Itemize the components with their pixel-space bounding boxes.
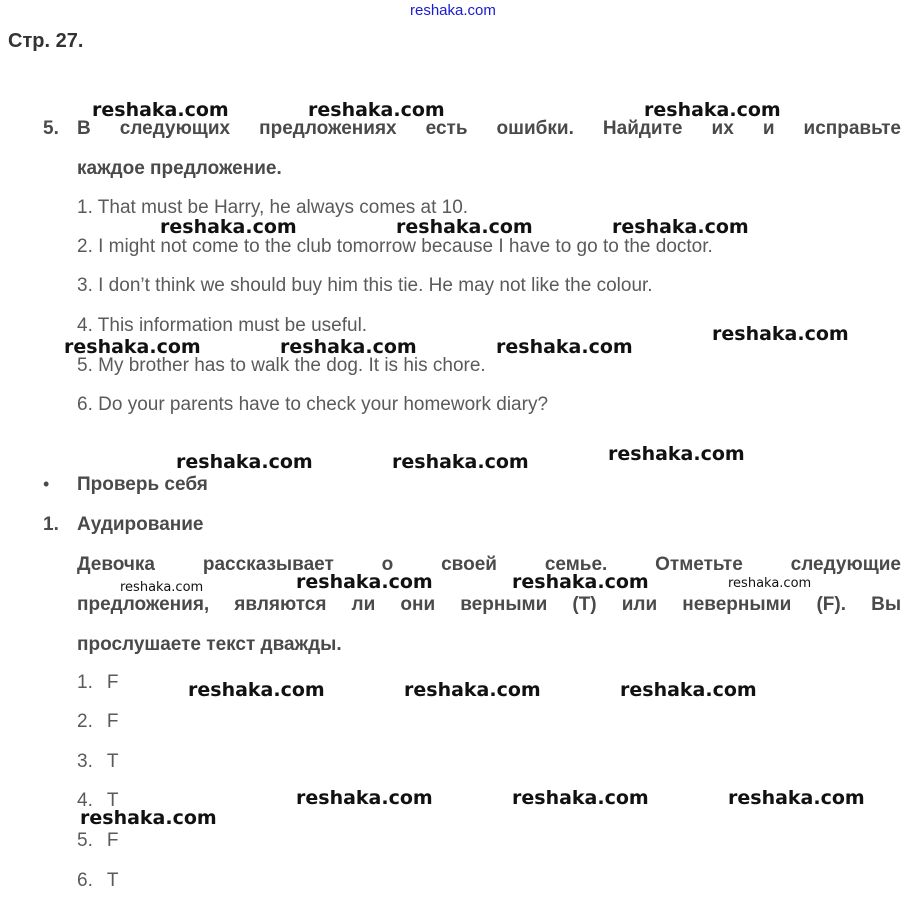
- watermark: reshaka.com: [80, 807, 217, 829]
- listening-number: 1.: [43, 514, 59, 535]
- watermark: reshaka.com: [188, 679, 325, 701]
- watermark: reshaka.com: [512, 787, 649, 809]
- watermark: reshaka.com: [728, 576, 812, 591]
- answer-value: T: [106, 870, 119, 891]
- listening-task-line3: прослушаете текст дважды.: [77, 634, 342, 655]
- watermark: reshaka.com: [396, 216, 533, 238]
- watermark: reshaka.com: [296, 787, 433, 809]
- watermark: reshaka.com: [612, 216, 749, 238]
- task-word: В: [77, 118, 91, 139]
- bullet-icon: •: [43, 474, 50, 494]
- exercise-task-line2: каждое предложение.: [77, 158, 282, 179]
- task-word: и: [762, 118, 775, 139]
- site-header: reshaka.com: [410, 2, 496, 19]
- task-word: предложениях: [259, 118, 397, 139]
- watermark: reshaka.com: [404, 679, 541, 701]
- sentence-4: 4. This information must be useful.: [77, 315, 368, 336]
- watermark: reshaka.com: [644, 99, 781, 121]
- answer-row-3: [77, 751, 118, 773]
- watermark: reshaka.com: [712, 323, 849, 345]
- watermark: reshaka.com: [296, 571, 433, 593]
- answer-value: F: [106, 672, 119, 693]
- task-word: предложения,: [77, 594, 210, 615]
- answer-row-2: [77, 711, 118, 733]
- listening-task-line2: [77, 594, 901, 616]
- task-word: своей: [441, 554, 497, 575]
- task-word: Найдите: [602, 118, 683, 139]
- task-word: или: [621, 594, 658, 615]
- answer-value: T: [106, 790, 119, 811]
- task-word: есть: [425, 118, 468, 139]
- watermark: reshaka.com: [308, 99, 445, 121]
- task-word: ли: [351, 594, 376, 615]
- watermark: reshaka.com: [496, 336, 633, 358]
- task-word: верными: [460, 594, 548, 615]
- task-word: следующие: [790, 554, 901, 575]
- section-title: Проверь себя: [77, 474, 208, 495]
- sentence-5: 5. My brother has to walk the dog. It is his chore.: [77, 355, 486, 376]
- answer-number: 5.: [77, 830, 93, 851]
- answer-number: 4.: [77, 790, 93, 811]
- answer-number: 6.: [77, 870, 93, 891]
- answer-value: F: [106, 830, 119, 851]
- watermark: reshaka.com: [620, 679, 757, 701]
- task-word: рассказывает: [202, 554, 334, 575]
- sentence-2: 2. I might not come to the club tomorrow because I have to go to the doctor.: [77, 236, 713, 257]
- task-word: семье.: [544, 554, 608, 575]
- watermark: reshaka.com: [512, 571, 649, 593]
- watermark: reshaka.com: [608, 443, 745, 465]
- sentence-6: 6. Do your parents have to check your homework diary?: [77, 394, 549, 415]
- task-word: следующих: [119, 118, 231, 139]
- task-word: Отметьте: [655, 554, 743, 575]
- answer-row-5: [77, 830, 118, 852]
- task-word: их: [711, 118, 734, 139]
- watermark: reshaka.com: [64, 336, 201, 358]
- task-word: исправьте: [803, 118, 901, 139]
- exercise-task-line1: [77, 118, 901, 140]
- task-word: являются: [234, 594, 327, 615]
- task-word: (T): [572, 594, 597, 615]
- watermark: reshaka.com: [160, 216, 297, 238]
- watermark: reshaka.com: [92, 99, 229, 121]
- answer-row-1: [77, 672, 118, 694]
- task-word: (F).: [816, 594, 846, 615]
- task-word: о: [381, 554, 394, 575]
- answer-number: 1.: [77, 672, 93, 693]
- task-word: Девочка: [77, 554, 156, 575]
- task-word: Вы: [871, 594, 902, 615]
- watermark: reshaka.com: [280, 336, 417, 358]
- task-word: они: [400, 594, 436, 615]
- answer-row-6: [77, 870, 118, 892]
- answer-number: 2.: [77, 711, 93, 732]
- answer-number: 3.: [77, 751, 93, 772]
- listening-title: Аудирование: [77, 514, 204, 535]
- answer-value: F: [106, 711, 119, 732]
- listening-task-line1: [77, 554, 901, 576]
- sentence-3: 3. I don’t think we should buy him this tie. He may not like the colour.: [77, 275, 653, 296]
- watermark: reshaka.com: [728, 787, 865, 809]
- watermark: reshaka.com: [120, 580, 204, 595]
- sentence-1: 1. That must be Harry, he always comes at 10.: [77, 197, 469, 218]
- watermark: reshaka.com: [176, 451, 313, 473]
- answer-value: T: [106, 751, 119, 772]
- page-number: Стр. 27.: [8, 30, 84, 52]
- exercise-number: 5.: [43, 118, 59, 139]
- task-word: неверными: [682, 594, 792, 615]
- watermark: reshaka.com: [392, 451, 529, 473]
- task-word: ошибки.: [496, 118, 574, 139]
